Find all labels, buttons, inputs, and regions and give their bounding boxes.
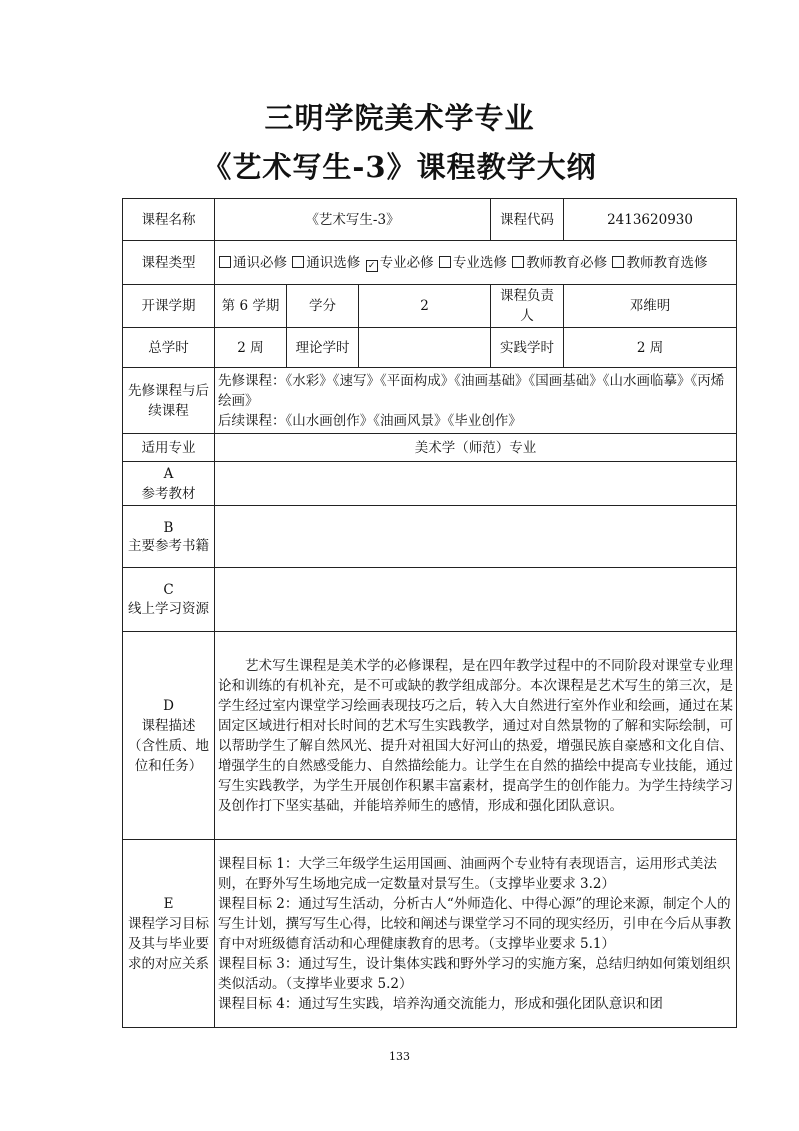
course-code: 2413620930 xyxy=(564,199,737,241)
unchecked-box-icon xyxy=(292,256,304,268)
course-type-label: 教师教育必修 xyxy=(526,254,608,271)
online-letter: C xyxy=(163,581,174,598)
label-semester: 开课学期 xyxy=(123,285,215,328)
row-hours xyxy=(123,328,737,368)
label-total-hours: 总学时 xyxy=(123,328,215,368)
unchecked-box-icon xyxy=(219,256,231,268)
references-value xyxy=(215,506,737,568)
course-type-label: 教师教育选修 xyxy=(626,254,708,271)
follow-courses: 后续课程：《山水画创作》《油画风景》《毕业创作》 xyxy=(218,412,522,429)
label-description xyxy=(123,632,215,840)
row-objectives xyxy=(123,840,737,1028)
objective-1: 课程目标 1：大学三年级学生运用国画、油画两个专业特有表现语言，运用形式美法则，在野外写生场地完成一定数量对景写生。（支撑毕业要求 3.2） xyxy=(218,855,717,892)
references-letter: B xyxy=(163,519,174,536)
credit: 2 xyxy=(359,285,491,328)
course-type-label: 专业必修 xyxy=(379,254,434,271)
objective-3: 课程目标 3：通过写生，设计集体实践和野外学习的实施方案，总结归纳如何策划组织类似活动。（支撑毕业要求 5.2） xyxy=(218,955,731,992)
description-sublabel: （含性质、地位和任务） xyxy=(128,737,209,774)
row-online xyxy=(123,568,737,632)
label-theory-hours: 理论学时 xyxy=(287,328,359,368)
doc-title-line1: 三明学院美术学专业 xyxy=(264,101,535,135)
label-credit: 学分 xyxy=(287,285,359,328)
objectives-list xyxy=(215,840,737,1028)
row-references xyxy=(123,506,737,568)
unchecked-box-icon xyxy=(439,256,451,268)
row-textbook xyxy=(123,462,737,506)
textbook-label: 参考教材 xyxy=(141,485,196,502)
page-number: 133 xyxy=(389,1050,410,1063)
label-references xyxy=(123,506,215,568)
label-online xyxy=(123,568,215,632)
description-label: 课程描述 xyxy=(141,717,196,734)
theory-hours xyxy=(359,328,491,368)
objective-4: 课程目标 4：通过写生实践，培养沟通交流能力，形成和强化团队意识和团 xyxy=(218,995,663,1012)
course-type-option xyxy=(218,255,287,271)
row-major xyxy=(123,434,737,462)
major: 美术学（师范）专业 xyxy=(215,434,737,462)
label-course-lead: 课程负责人 xyxy=(491,285,564,328)
objectives-letter: E xyxy=(163,895,174,912)
prereq-cell xyxy=(215,368,737,434)
semester: 第 6 学期 xyxy=(215,285,287,328)
row-prereq xyxy=(123,368,737,434)
description-text: 艺术写生课程是美术学的必修课程，是在四年教学过程中的不同阶段对课堂专业理论和训练的有机补充，是不可或缺的教学组成部分。本次课程是艺术写生的第三次，是学生经过室内课堂学习绘画表现技巧之后，转入大自然进行室外作业和绘画，通过在某固定区域进行相对长时间的艺术写生实践教学，通过对自然景物的了解和实际绘制，可以帮助学生了解自然风光、提升对祖国大好河山的热爱，增强民族自豪感和文化自信、增强学生的自然感受能力、自然描绘能力。让学生在自然的描绘中提高专业技能，通过写生实践教学，为学生开展创作积累丰富素材，提高学生的创作能力。为学生持续学习及创作打下坚实基础，并能培养师生的感情，形成和强化团队意识。 xyxy=(215,632,737,840)
syllabus-table xyxy=(122,198,737,1028)
label-prereq: 先修课程与后续课程 xyxy=(123,368,215,434)
course-type-label: 通识必修 xyxy=(233,254,287,271)
total-hours: 2 周 xyxy=(215,328,287,368)
course-type-label: 通识选修 xyxy=(306,254,361,271)
course-type-option xyxy=(611,255,707,271)
course-lead: 邓维明 xyxy=(564,285,737,328)
course-type-option xyxy=(511,255,607,271)
course-type-option xyxy=(365,255,434,271)
prereq-courses: 先修课程：《水彩》《速写》《平面构成》《油画基础》《国画基础》《山水画临摹》《丙烯绘画》 xyxy=(218,372,725,409)
row-course-type xyxy=(123,241,737,285)
course-type-label: 专业选修 xyxy=(452,254,507,271)
course-type-options xyxy=(215,241,737,285)
references-label: 主要参考书籍 xyxy=(128,537,209,554)
course-type-option xyxy=(291,255,360,271)
course-type-option xyxy=(438,255,507,271)
objectives-label: 课程学习目标及其与毕业要求的对应关系 xyxy=(128,915,209,972)
practice-hours: 2 周 xyxy=(564,328,737,368)
online-value xyxy=(215,568,737,632)
label-objectives xyxy=(123,840,215,1028)
textbook-value xyxy=(215,462,737,506)
label-course-code: 课程代码 xyxy=(491,199,564,241)
description-letter: D xyxy=(163,697,174,714)
doc-title-line2: 《艺术写生-3》课程教学大纲 xyxy=(202,150,597,184)
label-textbook xyxy=(123,462,215,506)
label-practice-hours: 实践学时 xyxy=(491,328,564,368)
checked-box-icon: ✓ xyxy=(366,260,378,272)
course-name: 《艺术写生-3》 xyxy=(215,199,491,241)
unchecked-box-icon xyxy=(512,256,524,268)
unchecked-box-icon xyxy=(612,256,624,268)
label-major: 适用专业 xyxy=(123,434,215,462)
label-course-name: 课程名称 xyxy=(123,199,215,241)
label-course-type: 课程类型 xyxy=(123,241,215,285)
row-description xyxy=(123,632,737,840)
row-course-name xyxy=(123,199,737,241)
textbook-letter: A xyxy=(163,465,174,482)
row-semester xyxy=(123,285,737,328)
objective-2: 课程目标 2：通过写生活动，分析古人“外师造化、中得心源”的理论来源，制定个人的写生计划，撰写写生心得，比较和阐述与课堂学习不同的现实经历，引申在今后从事教育中对班级德育活动和心理健康教育的思考。（支撑毕业要求 5.1） xyxy=(218,895,731,952)
online-label: 线上学习资源 xyxy=(128,600,209,617)
